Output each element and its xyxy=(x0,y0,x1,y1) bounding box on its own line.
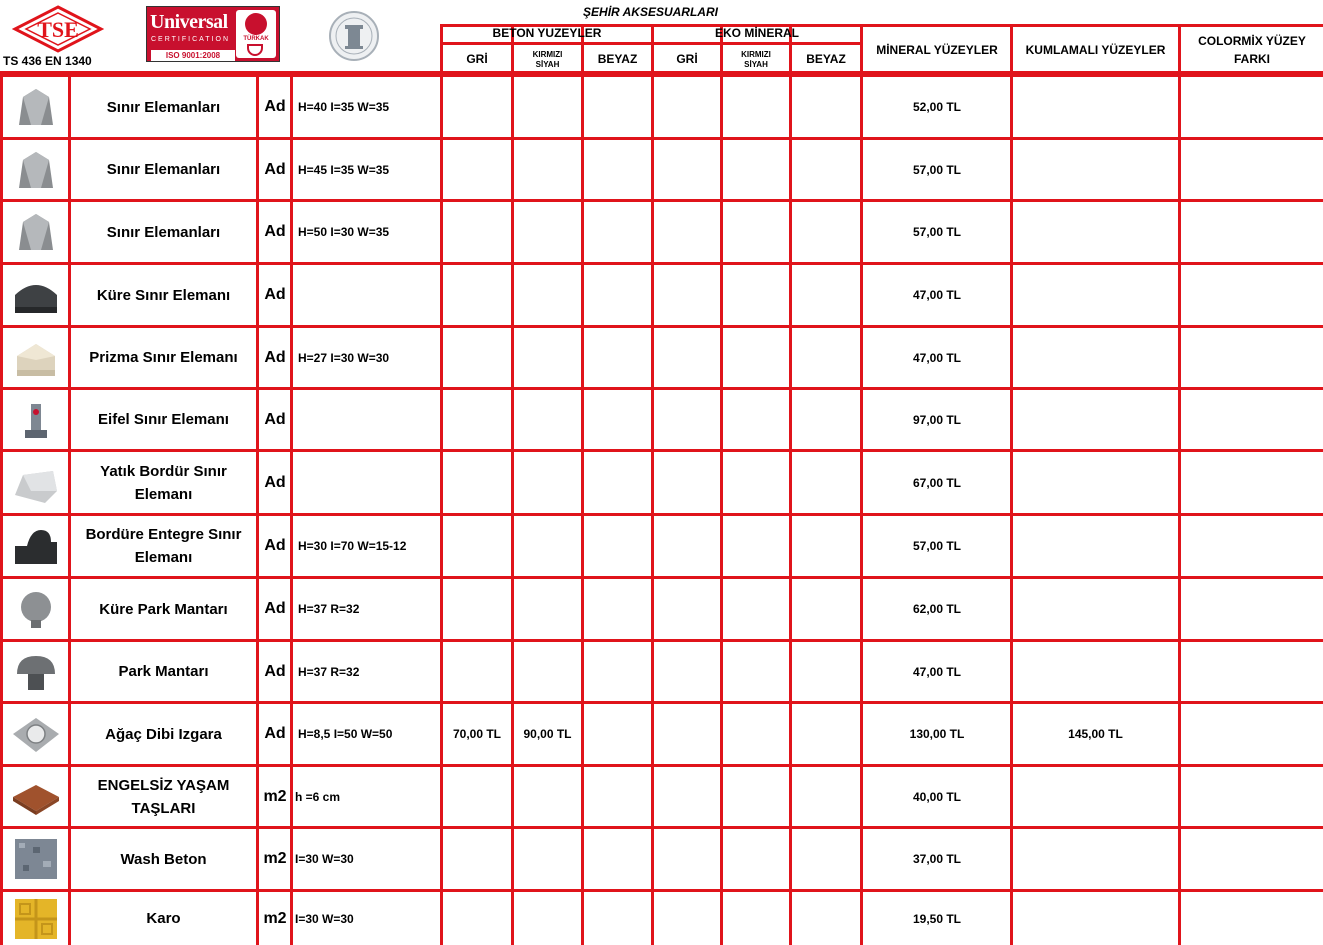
kumlamali-price xyxy=(1013,579,1178,639)
product-unit: Ad xyxy=(264,410,286,428)
mushroom-bollard-icon xyxy=(3,642,68,701)
product-name: Sınır Elemanları xyxy=(106,223,221,241)
product-name: Park Mantarı xyxy=(118,663,209,680)
product-dimensions: H=30 I=70 W=15-12 xyxy=(298,539,407,553)
kumlamali-price: 145,00 TL xyxy=(1068,727,1123,741)
product-unit: Ad xyxy=(264,348,286,366)
product-unit: Ad xyxy=(264,537,286,554)
prism-block-icon xyxy=(3,328,68,387)
eko-beyaz-header: BEYAZ xyxy=(806,52,846,66)
turkak-badge xyxy=(236,10,276,58)
beton-gri-header: GRİ xyxy=(466,52,488,66)
table-row xyxy=(0,579,1323,639)
product-unit: Ad xyxy=(264,98,286,115)
beton-kirmizi-price xyxy=(514,452,581,513)
mineral-price: 37,00 TL xyxy=(912,852,962,866)
table-row xyxy=(0,452,1323,513)
beton-gri-price xyxy=(443,767,511,826)
siyah-label: SİYAH xyxy=(535,59,560,69)
product-dimensions: H=40 I=35 W=35 xyxy=(298,100,390,114)
table-row xyxy=(0,140,1323,199)
border-stone-icon xyxy=(3,77,68,137)
border-stone-icon xyxy=(3,140,68,199)
product-name: Sınır Elemanları xyxy=(106,161,221,178)
beton-kirmizi-price xyxy=(514,140,581,199)
beton-kirmizi-price xyxy=(514,328,581,387)
mineral-price: 57,00 TL xyxy=(912,225,962,239)
mineral-price: 40,00 TL xyxy=(912,789,962,804)
product-dimensions xyxy=(294,390,440,449)
beton-kirmizi-price: 90,00 TL xyxy=(523,727,572,741)
mineral-price: 52,00 TL xyxy=(912,100,962,114)
kumlamali-price xyxy=(1013,892,1178,945)
product-name: ENGELSİZ YAŞAM TAŞLARI xyxy=(97,776,230,817)
beton-kirmizi-price xyxy=(514,892,581,945)
border-stone-icon xyxy=(3,202,68,262)
mineral-price: 62,00 TL xyxy=(912,602,962,616)
product-name: Küre Park Mantarı xyxy=(99,600,228,618)
product-unit: Ad xyxy=(264,473,286,491)
product-dimensions: H=37 R=32 xyxy=(298,602,360,616)
beton-gri-price xyxy=(443,202,511,262)
kumlamali-price xyxy=(1013,265,1178,325)
product-name: Yatık Bordür Sınır Elemanı xyxy=(100,462,227,503)
product-dimensions xyxy=(294,452,440,513)
beton-beyaz-header: BEYAZ xyxy=(597,52,638,66)
kumlamali-price xyxy=(1013,77,1178,137)
product-unit: m2 xyxy=(263,787,287,805)
table-row xyxy=(0,390,1323,449)
beton-kirmizi-price xyxy=(514,265,581,325)
product-dimensions: I=30 W=30 xyxy=(295,852,354,866)
mineral-price: 47,00 TL xyxy=(912,664,962,679)
table-row xyxy=(0,202,1323,262)
colormix-header xyxy=(1181,27,1323,72)
product-dimensions: H=37 R=32 xyxy=(298,664,360,679)
kumlamali-price xyxy=(1013,829,1178,889)
product-name: Prizma Sınır Elemanı xyxy=(89,349,238,366)
tse-standards: TS 436 EN 1340 xyxy=(3,54,92,68)
page-title: ŞEHİR AKSESUARLARI xyxy=(583,5,718,19)
eiffel-bollard-icon xyxy=(3,390,68,449)
beton-gri-price xyxy=(443,829,511,889)
product-name: Sınır Elemanları xyxy=(106,98,221,116)
product-unit: Ad xyxy=(264,600,286,617)
product-unit: m2 xyxy=(263,909,287,927)
mineral-price: 57,00 TL xyxy=(912,539,962,553)
beton-gri-price xyxy=(443,642,511,701)
kumlamali-yuzeyler-header: KUMLAMALI YÜZEYLER xyxy=(1025,42,1166,57)
beton-kirmizi-price xyxy=(514,767,581,826)
beton-kirmizi-price xyxy=(514,202,581,262)
beton-yuzeyler-header: BETON YUZEYLER xyxy=(492,26,602,40)
eko-mineral-header: EKO MİNERAL xyxy=(715,26,799,40)
universal-logo-subtitle: CERTIFICATION xyxy=(151,36,231,43)
washed-concrete-icon xyxy=(3,829,68,889)
product-dimensions: h =6 cm xyxy=(295,789,341,804)
mineral-price: 97,00 TL xyxy=(912,412,962,427)
mineral-yuzeyler-header: MİNERAL YÜZEYLER xyxy=(876,42,998,57)
beton-kirmizi-price xyxy=(514,77,581,137)
beton-gri-price xyxy=(443,516,511,576)
curb-block-icon xyxy=(3,452,68,513)
mineral-price: 130,00 TL xyxy=(909,727,965,741)
beton-gri-price: 70,00 TL xyxy=(452,727,502,741)
beton-kirmizi-price xyxy=(514,829,581,889)
beton-gri-price xyxy=(443,77,511,137)
table-row xyxy=(0,767,1323,826)
mineral-price: 47,00 TL xyxy=(912,350,962,365)
kirmizi-label: KIRMIZI xyxy=(532,49,563,59)
turkak-badge-text: TÜRKAK xyxy=(243,36,269,42)
mineral-price: 19,50 TL xyxy=(912,911,962,926)
karo-tile-icon xyxy=(3,892,68,945)
product-name: Eifel Sınır Elemanı xyxy=(98,411,229,428)
beton-kirmizi-price xyxy=(514,579,581,639)
universal-certification-logo xyxy=(146,6,280,62)
product-name: Küre Sınır Elemanı xyxy=(96,286,231,304)
table-row xyxy=(0,265,1323,325)
beton-kirmizi-price xyxy=(514,390,581,449)
mineral-price: 47,00 TL xyxy=(912,288,962,302)
universal-logo-name: Universal xyxy=(150,11,228,33)
product-name: Wash Beton xyxy=(120,850,207,868)
product-unit: Ad xyxy=(264,223,286,240)
product-dimensions: H=27 I=30 W=30 xyxy=(298,350,390,365)
product-unit: Ad xyxy=(264,286,286,303)
beton-kirmizi-siyah-header xyxy=(514,46,581,73)
beton-gri-price xyxy=(443,892,511,945)
kumlamali-price xyxy=(1013,767,1178,826)
beton-gri-price xyxy=(443,579,511,639)
table-row xyxy=(0,829,1323,889)
beton-gri-price xyxy=(443,328,511,387)
kumlamali-price xyxy=(1013,328,1178,387)
product-name: Bordüre Entegre Sınır Elemanı xyxy=(85,526,242,566)
kumlamali-price xyxy=(1013,390,1178,449)
product-dimensions: H=45 I=35 W=35 xyxy=(298,162,390,177)
kirmizi-label: KIRMIZI xyxy=(741,49,771,59)
table-row xyxy=(0,892,1323,945)
kumlamali-price xyxy=(1013,202,1178,262)
product-dimensions: H=50 I=30 W=35 xyxy=(298,225,390,239)
table-row xyxy=(0,516,1323,576)
integrated-curb-icon xyxy=(3,516,68,576)
product-unit: Ad xyxy=(264,662,286,680)
tree-grate-icon xyxy=(3,704,68,764)
table-row xyxy=(0,328,1323,387)
product-dimensions: I=30 W=30 xyxy=(295,911,354,926)
product-dimensions xyxy=(294,265,440,325)
table-row xyxy=(0,642,1323,701)
beton-kirmizi-price xyxy=(514,516,581,576)
product-unit: m2 xyxy=(263,850,287,867)
colormix-label: COLORMİX YÜZEY xyxy=(1198,33,1306,48)
beton-gri-price xyxy=(443,390,511,449)
eko-gri-header: GRİ xyxy=(676,52,698,66)
farki-label: FARKI xyxy=(1234,51,1270,66)
tactile-tile-icon xyxy=(3,767,68,826)
kumlamali-price xyxy=(1013,452,1178,513)
siyah-label: SİYAH xyxy=(744,59,768,69)
product-name: Karo xyxy=(146,910,181,927)
product-unit: Ad xyxy=(264,725,286,742)
kumlamali-price xyxy=(1013,516,1178,576)
seal-emblem-icon xyxy=(328,10,380,62)
eko-kirmizi-siyah-header xyxy=(723,46,789,73)
product-dimensions: H=8,5 I=50 W=50 xyxy=(298,727,393,741)
beton-gri-price xyxy=(443,265,511,325)
table-row xyxy=(0,77,1323,137)
universal-logo-iso: ISO 9001:2008 xyxy=(151,50,235,61)
mineral-price: 57,00 TL xyxy=(912,162,962,177)
beton-gri-price xyxy=(443,452,511,513)
tse-logo xyxy=(12,4,104,54)
beton-kirmizi-price xyxy=(514,642,581,701)
table-row xyxy=(0,704,1323,764)
kumlamali-price xyxy=(1013,140,1178,199)
product-unit: Ad xyxy=(264,160,286,178)
sphere-mushroom-icon xyxy=(3,579,68,639)
mineral-price: 67,00 TL xyxy=(912,475,962,490)
kumlamali-price xyxy=(1013,642,1178,701)
product-name: Ağaç Dibi Izgara xyxy=(105,725,222,743)
dome-bollard-icon xyxy=(3,265,68,325)
beton-gri-price xyxy=(443,140,511,199)
tse-logo-text: TSE xyxy=(37,17,79,42)
